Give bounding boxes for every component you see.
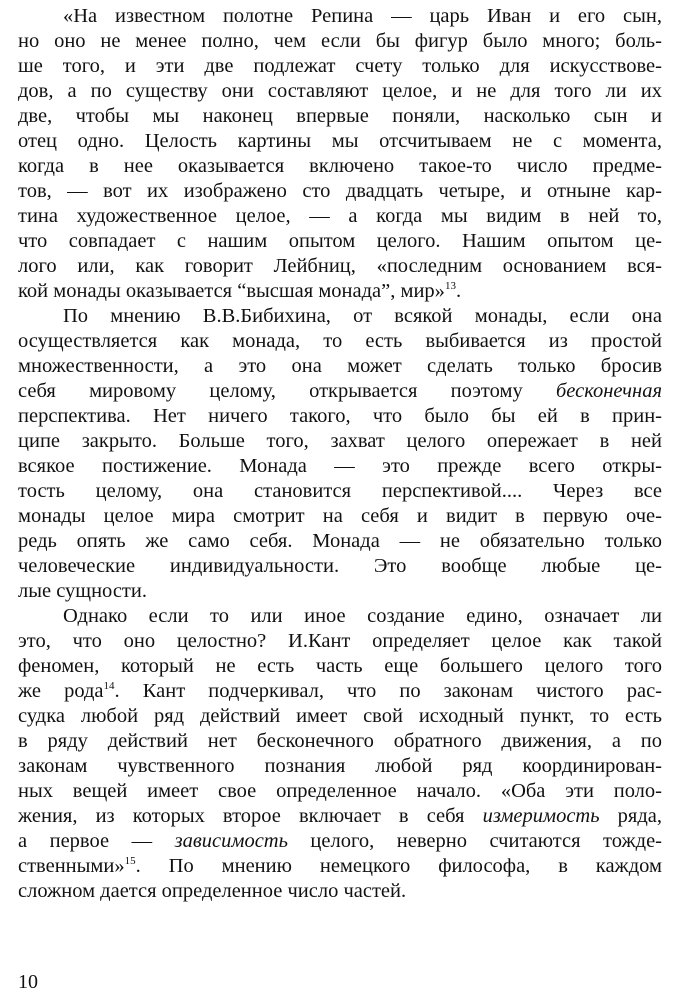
text-segment: По мнению В.В.Бибихина, от всякой монады, если она [63,305,662,327]
text-segment: человеческие индивидуальности. Это вообще любые це- [18,555,662,577]
text-line [18,54,662,79]
text-segment: судка любой ряд действий имеет свой исходный пункт, то есть [18,705,662,727]
text-line [18,804,662,829]
text-line [18,329,662,354]
text-segment: монады целое мира смотрит на себя и видит в первую оче- [18,505,662,527]
italic-text: зависимость [174,830,288,852]
text-line [18,479,662,504]
text-segment: целого, неверно считаются тожде- [287,830,663,852]
text-line [18,654,662,679]
text-segment: в ряду действий нет бесконечного обратного движения, а по [18,730,662,752]
text-segment: дов, а по существу они составляют целое, и не для того ли их [18,80,662,102]
text-line [18,879,662,904]
text-line [18,829,662,854]
text-line [18,729,662,754]
text-line [18,204,662,229]
text-line [18,404,662,429]
text-line [18,129,662,154]
text-line [18,529,662,554]
text-line [18,279,662,304]
text-segment: лые сущности. [18,580,147,602]
text-line [18,579,662,604]
text-segment: когда в нее оказывается включено такое-то число предме- [18,155,662,177]
text-segment: это, что оно целостно? И.Кант определяет целое как такой [18,630,662,652]
text-segment: всякое постижение. Монада — это прежде всего откры- [18,455,662,477]
text-segment: кой монады оказывается “высшая монада”, мир» [18,280,445,302]
text-segment: законам чувственного познания любой ряд координирован- [18,755,662,777]
text-line [18,254,662,279]
text-line [18,104,662,129]
text-line [18,354,662,379]
text-segment: ряда, [599,805,662,827]
text-line [18,504,662,529]
text-segment: перспектива. Нет ничего такого, что было бы ей в прин- [18,405,662,427]
text-segment: . По мнению немецкого философа, в каждом [135,855,662,877]
text-segment: лого или, как говорит Лейбниц, «последним основанием вся- [18,255,662,277]
text-segment: осуществляется как монада, то есть выбивается из простой [18,330,662,352]
text-line [18,379,662,404]
text-line [18,704,662,729]
text-segment: две, чтобы мы наконец впервые поняли, насколько сын и [18,105,662,127]
text-line [18,629,662,654]
text-line [18,679,662,704]
text-segment: же рода [18,680,104,702]
text-segment: жения, из которых второе включает в себя [18,805,483,827]
text-segment: тость целому, она становится перспективой.... Через все [18,480,662,502]
italic-text: измеримость [482,805,600,827]
text-segment: но оно не менее полно, чем если бы фигур было много; боль- [18,30,662,52]
text-segment: отец одно. Целость картины мы отсчитываем не с момента, [18,130,662,152]
text-segment: а первое — [18,830,175,852]
text-segment: . Кант подчеркивал, что по законам чистого рас- [114,680,662,702]
text-segment: ше того, и эти две подлежат счету только для искусствове- [18,55,662,77]
text-line [18,454,662,479]
footnote-reference: 13 [444,280,456,293]
text-segment: тов, — вот их изображено сто двадцать четыре, и отныне кар- [18,180,662,202]
page-number: 10 [18,971,38,993]
text-line [18,304,662,329]
text-segment: что совпадает с нашим опытом целого. Нашим опытом це- [18,230,662,252]
text-segment: Однако если то или иное создание едино, означает ли [63,605,662,627]
footnote-reference: 14 [103,680,115,693]
text-line [18,179,662,204]
text-segment: ных вещей имеет свое определенное начало. «Оба эти поло- [18,780,662,802]
text-line [18,604,662,629]
text-line [18,854,662,879]
text-segment: «На известном полотне Репина — царь Иван и его сын, [63,5,662,27]
text-segment: . [455,280,462,302]
text-line [18,229,662,254]
text-segment: редь опять же само себя. Монада — не обязательно только [18,530,662,552]
text-segment: тина художественное целое, — а когда мы видим в ней то, [18,205,662,227]
text-segment: сложном дается определенное число частей. [18,880,407,902]
text-line [18,79,662,104]
text-line [18,29,662,54]
italic-text: бесконечная [555,380,662,402]
text-line [18,429,662,454]
text-line [18,754,662,779]
text-line [18,554,662,579]
text-segment: ципе закрыто. Больше того, захват целого опережает в ней [18,430,662,452]
text-line [18,154,662,179]
body-text [18,4,662,904]
footnote-reference: 15 [124,855,136,868]
text-segment: себя мировому целому, открывается поэтому [18,380,556,402]
text-line [18,779,662,804]
text-segment: множественности, а это она может сделать только бросив [18,355,662,377]
text-line [18,4,662,29]
text-segment: феномен, который не есть часть еще большего целого того [18,655,662,677]
text-segment: ственными» [18,855,125,877]
